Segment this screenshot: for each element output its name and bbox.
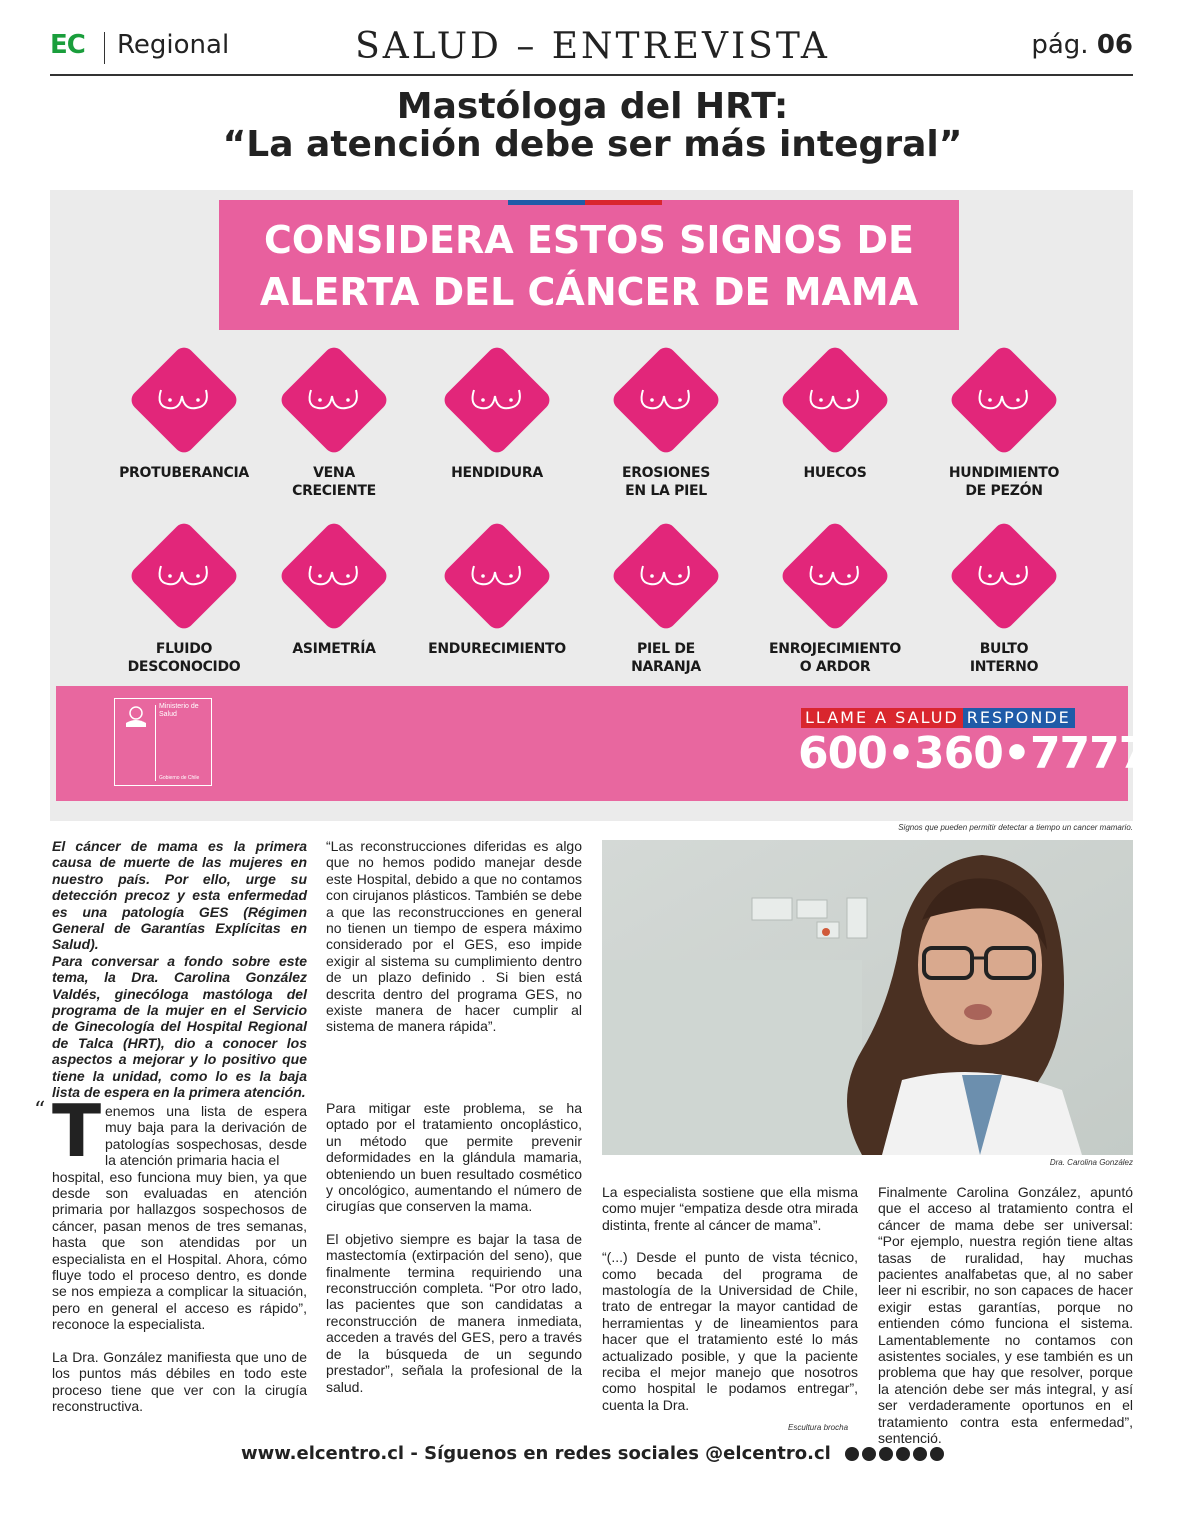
page-footer bbox=[0, 1443, 1185, 1464]
sign-4 bbox=[591, 344, 741, 500]
sign-label-line-1: HENDIDURA bbox=[451, 465, 543, 481]
breast-hollow-icon bbox=[779, 344, 891, 456]
sign-label bbox=[929, 464, 1079, 500]
flag-blue-stripe bbox=[508, 200, 585, 205]
instagram-icon[interactable] bbox=[862, 1447, 876, 1461]
sign-9 bbox=[422, 520, 572, 658]
article-column-2-bottom bbox=[326, 1100, 582, 1411]
drop-cap: T bbox=[52, 1089, 102, 1173]
article-lede bbox=[52, 838, 307, 1101]
sign-label-line-1: VENA bbox=[313, 465, 355, 481]
sign-label-line-1: PROTUBERANCIA bbox=[119, 465, 249, 481]
breast-fluid-icon bbox=[128, 520, 240, 632]
page-number bbox=[1031, 30, 1133, 60]
hotline-phone: 600•360•7777 bbox=[798, 728, 1149, 779]
sign-label bbox=[929, 640, 1079, 676]
breast-orange-skin-icon bbox=[610, 520, 722, 632]
brand-logo[interactable]: EC bbox=[50, 30, 85, 60]
sign-8 bbox=[259, 520, 409, 658]
flag-red-stripe bbox=[585, 200, 662, 205]
sign-label-line-2: CRECIENTE bbox=[292, 483, 376, 499]
sign-label bbox=[422, 464, 572, 482]
sign-label bbox=[109, 464, 259, 482]
youtube-icon[interactable] bbox=[879, 1447, 893, 1461]
article-column-1 bbox=[52, 1103, 307, 1430]
sign-label-line-2: INTERNO bbox=[969, 659, 1039, 675]
photo-caption: Dra. Carolina González bbox=[1049, 1158, 1133, 1167]
article-headline bbox=[60, 88, 1125, 164]
article-column-3 bbox=[602, 1184, 858, 1429]
sign-2 bbox=[259, 344, 409, 500]
sign-label bbox=[591, 640, 741, 676]
sign-label-line-2: NARANJA bbox=[631, 659, 701, 675]
sign-label bbox=[760, 464, 910, 482]
spotify-icon[interactable] bbox=[913, 1447, 927, 1461]
headline-line-2: “La atención debe ser más integral” bbox=[222, 124, 963, 165]
coat-of-arms-icon bbox=[121, 703, 151, 731]
breast-vein-icon bbox=[278, 344, 390, 456]
infographic-caption: Signos que pueden permitir detectar a tiempo un cancer mamario. bbox=[898, 823, 1133, 832]
sign-label-line-2: EN LA PIEL bbox=[625, 483, 707, 499]
sign-1 bbox=[109, 344, 259, 482]
government-name: Gobierno de Chile bbox=[159, 775, 200, 781]
page-prefix: pág. bbox=[1031, 30, 1089, 60]
sign-label-line-1: ENROJECIMIENTO bbox=[769, 641, 901, 657]
page-number-value: 06 bbox=[1096, 30, 1133, 60]
col3-paragraph-1: La especialista sostiene que ella misma como mujer “empatiza desde otra mirada distinta, frente al cáncer de mama”. bbox=[602, 1184, 858, 1233]
article-column-2-top bbox=[326, 838, 582, 1051]
sign-label bbox=[259, 640, 409, 658]
sign-6 bbox=[929, 344, 1079, 500]
col2-paragraph-3: El objetivo siempre es bajar la tasa de mastectomía (extirpación del seno), que finalmente termina requiriendo una reconstrucción completa. “Por otro lado, las pacientes que son candidatas a reconstrucción de manera inmediata, acceden a través del GES, pero a través de la búsqueda de un segundo prestador”, señala la profesional de la salud. bbox=[326, 1230, 582, 1395]
sign-label-line-1: ASIMETRÍA bbox=[292, 641, 376, 657]
responde-label: RESPONDE bbox=[963, 708, 1075, 728]
lede-paragraph-2: Para conversar a fondo sobre este tema, la Dra. Carolina González Valdés, ginecóloga mastóloga del programa de la mujer en el Servicio de Ginecología del Hospital Regional de Talca (HRT), dio a conocer los aspectos a mejorar y lo positivo que tiene la unidad, como lo es la baja lista de espera en la primera atención. bbox=[52, 952, 307, 1101]
doctor-portrait-image bbox=[602, 840, 1133, 1155]
footer-text[interactable]: www.elcentro.cl - Síguenos en redes sociales @elcentro.cl bbox=[240, 1443, 831, 1464]
sign-label-line-2: DE PEZÓN bbox=[965, 483, 1043, 499]
breast-lump-icon bbox=[128, 344, 240, 456]
sign-5 bbox=[760, 344, 910, 482]
sign-label bbox=[422, 640, 572, 658]
breast-nipple-icon bbox=[948, 344, 1060, 456]
sign-label-line-1: PIEL DE bbox=[637, 641, 695, 657]
sign-label-line-2: DESCONOCIDO bbox=[127, 659, 241, 675]
ministry-name-line-1: Ministerio de bbox=[159, 703, 199, 710]
breast-hardening-icon bbox=[441, 520, 553, 632]
sign-label-line-1: ENDURECIMIENTO bbox=[428, 641, 566, 657]
sign-7 bbox=[109, 520, 259, 676]
facebook-icon[interactable] bbox=[845, 1447, 859, 1461]
sign-label-line-1: EROSIONES bbox=[621, 465, 711, 481]
breast-erosion-icon bbox=[610, 344, 722, 456]
sign-10 bbox=[591, 520, 741, 676]
infographic-footer-band bbox=[56, 686, 1149, 801]
breast-internal-lump-icon bbox=[948, 520, 1060, 632]
twitter-icon[interactable] bbox=[896, 1447, 910, 1461]
infographic-banner bbox=[219, 200, 959, 330]
sign-label-line-1: HUNDIMIENTO bbox=[948, 465, 1060, 481]
section-kicker: SALUD – ENTREVISTA bbox=[355, 26, 830, 67]
banner-line-1: CONSIDERA ESTOS SIGNOS DE bbox=[264, 218, 914, 262]
article-column-4 bbox=[878, 1184, 1133, 1463]
col2-paragraph-1: “Las reconstrucciones diferidas es algo que no hemos podido manejar desde este Hospital, debido a que no contamos con cirujanos plásticos. También se debe a que las reconstrucciones en general no tienen un tiempo de espera máximo considerado por el GES, eso impide exigir al sistema su cumplimiento dentro de un plazo definido . Si bien está descrita dentro del programa GES, no existe manera de hacer cumplir al sistema de manera rápida”. bbox=[326, 838, 582, 1035]
sign-label-line-1: BULTO bbox=[979, 641, 1029, 657]
sign-label bbox=[259, 464, 409, 500]
opening-quote-mark: “ bbox=[34, 1098, 46, 1123]
sign-3 bbox=[422, 344, 572, 482]
breast-asymmetry-icon bbox=[278, 520, 390, 632]
ministry-name bbox=[159, 703, 199, 719]
tiktok-icon[interactable] bbox=[930, 1447, 944, 1461]
infographic bbox=[50, 190, 1149, 821]
flag-strip bbox=[508, 200, 662, 205]
salud-responde-tag bbox=[801, 708, 1075, 728]
ministry-logo bbox=[114, 698, 212, 786]
col1-paragraph-2: La Dra. González manifiesta que uno de los puntos más débiles en todo este proceso tiene que ver con la cirugía reconstructiva. bbox=[52, 1348, 307, 1414]
col3-paragraph-2: “(...) Desde el punto de vista técnico, como becada del programa de mastología de la Universidad de Chile, trato de entregar la mayor cantidad de herramientas y de lineamientos para hacer que el tratamiento esté lo más actualizado posible, y que la paciente reciba el mejor manejo que nosotros como hospital le podamos entregar”, cuenta la Dra. bbox=[602, 1249, 858, 1413]
sign-label bbox=[109, 640, 259, 676]
sign-label-line-1: FLUIDO bbox=[155, 641, 213, 657]
sculpture-caption: Escultura brocha bbox=[788, 1423, 849, 1432]
section-name: Regional bbox=[117, 30, 230, 60]
breast-dimple-icon bbox=[441, 344, 553, 456]
ministry-logo-divider bbox=[155, 705, 156, 781]
col1-dropcap-text: enemos una lista de espera muy baja para la derivación de patologías sospechosas, desde la atención primaria hacia el bbox=[105, 1103, 307, 1169]
sign-label-line-1: HUECOS bbox=[803, 465, 867, 481]
banner-line-2: ALERTA DEL CÁNCER DE MAMA bbox=[259, 270, 919, 314]
sign-label bbox=[591, 464, 741, 500]
header-divider bbox=[104, 32, 105, 64]
social-icons bbox=[845, 1447, 944, 1461]
col1-paragraph-1: hospital, eso funciona muy bien, ya que desde son evaluadas en atención primaria por hallazgos sospechosos de cáncer, pasan menos de tres semanas, hasta que son atendidas por un especialista en el Hospital. Ahora, cómo fluye todo el proceso dentro, es donde se nos empieza a complicar la situación, pero en general el acceso es rápido”, reconoce la especialista. bbox=[52, 1168, 307, 1333]
col2-paragraph-2: Para mitigar este problema, se ha optado por el tratamiento oncoplástico, un método que permite prevenir deformidades en la glándula mamaria, obteniendo un buen resultado cosmético y oncológico, aumentando el número de cirugías que conserven la mama. bbox=[326, 1100, 582, 1215]
sign-label bbox=[760, 640, 910, 676]
header-rule bbox=[50, 74, 1133, 76]
headline-line-1: Mastóloga del HRT: bbox=[396, 86, 789, 127]
llame-a-salud-label: LLAME A SALUD bbox=[801, 708, 963, 728]
col4-paragraph-1: Finalmente Carolina González, apuntó que el acceso al tratamiento contra el cáncer de mama debe ser universal: “Por ejemplo, nuestra región tiene altas tasas de ruralidad, hay muchas pacientes analfabetas que, al no saber leer ni escribir, no son capaces de hacer exigir estas garantías, porque no entienden cómo funciona el sistema. Lamentablemente no contamos con asistentes sociales, y ese también es un problema que hay que resolver, porque la atención debe ser más integral, y así ser verdaderamente oportunos en el tratamiento contra esta enfermedad”, sentenció. bbox=[878, 1184, 1133, 1447]
breast-redness-icon bbox=[779, 520, 891, 632]
doctor-photo bbox=[602, 840, 1133, 1155]
lede-paragraph-1: El cáncer de mama es la primera causa de muerte de las mujeres en nuestro país. Por ello, urge su detección precoz y esta enfermedad es una patología GES (Régimen General de Garantías Explícitas en Salud). bbox=[52, 838, 307, 953]
sign-11 bbox=[760, 520, 910, 676]
sign-label-line-2: O ARDOR bbox=[799, 659, 871, 675]
ministry-name-line-2: Salud bbox=[159, 711, 177, 718]
sign-12 bbox=[929, 520, 1079, 676]
